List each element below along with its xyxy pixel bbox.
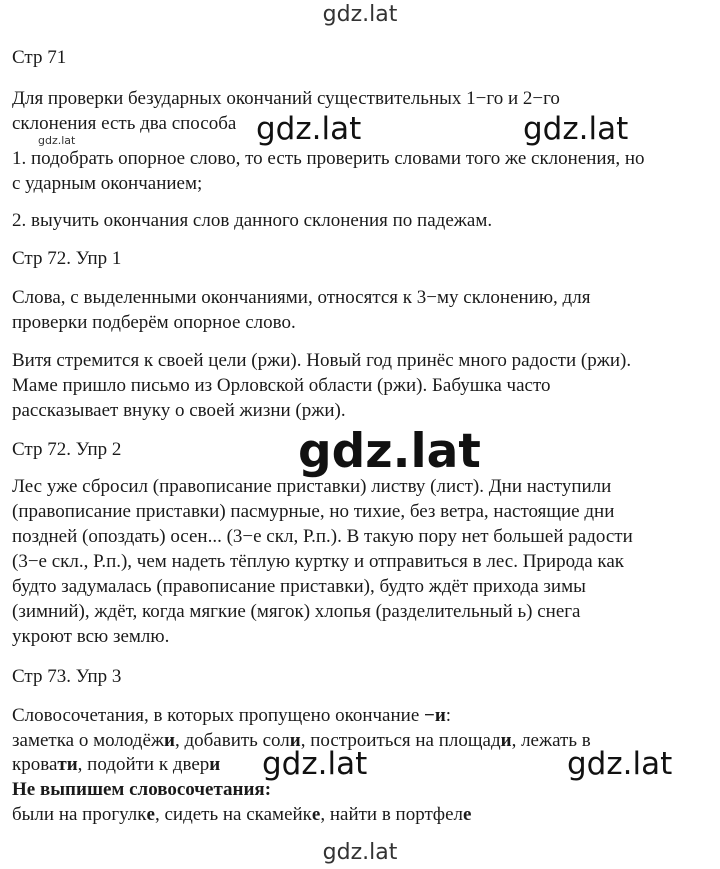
phrase-ending: е [311, 804, 321, 825]
phrase-ending: е [146, 804, 155, 825]
section2-paragraph2-line3: рассказывает внуку о своей жизни (ржи). [12, 400, 346, 421]
section3-line: укроют всю землю. [12, 626, 170, 647]
section1-paragraph3: 2. выучить окончания слов данного склонения по падежам. [12, 210, 493, 231]
section4-phrase-line3 [12, 804, 471, 826]
phrase-ending: ти [57, 754, 78, 775]
section3-line: Лес уже сбросил (правописание приставки) листву (лист). Дни наступили [12, 476, 612, 497]
section3-line: (зимний), ждёт, когда мягкие (мягок) хлопья (разделительный ь) снега [12, 601, 581, 622]
section4-intro-colon: : [445, 705, 452, 726]
phrase-ending: и [289, 730, 301, 751]
section1-paragraph1-line2: склонения есть два способа [12, 113, 237, 134]
section4-phrase-line2 [12, 754, 220, 776]
phrase-ending: е [463, 804, 472, 825]
section4-intro-text: Словосочетания, в которых пропущено окончание [12, 705, 425, 726]
section2-paragraph1-line2: проверки подберём опорное слово. [12, 312, 296, 333]
section4-bold-heading: Не выпишем словосочетания: [12, 779, 272, 800]
watermark-mid-right: gdz.lat [523, 111, 629, 147]
phrase-text: крова [12, 754, 58, 775]
section1-paragraph2-line2: с ударным окончанием; [12, 173, 203, 194]
phrase-text: , подойти к двер [77, 754, 210, 775]
section1-paragraph1-line1: Для проверки безударных окончаний существительных 1−го и 2−го [12, 88, 560, 109]
section4-intro-ending: −и [424, 705, 446, 726]
phrase-text: , лежать в [511, 730, 591, 751]
section3-heading: Стр 72. Упр 2 [12, 439, 122, 460]
section2-heading: Стр 72. Упр 1 [12, 248, 122, 269]
watermark-mid-left: gdz.lat [256, 111, 362, 147]
watermark-small: gdz.lat [38, 134, 76, 147]
section2-paragraph2-line1: Витя стремится к своей цели (ржи). Новый год принёс много радости (ржи). [12, 350, 632, 371]
watermark-lower-left: gdz.lat [262, 746, 368, 782]
phrase-text: , добавить сол [174, 730, 290, 751]
section3-line: (правописание приставки) пасмурные, но тихие, без ветра, настоящие дни [12, 501, 615, 522]
section3-line: поздней (опоздать) осен... (3−е скл, Р.п.). В такую пору нет большей радости [12, 526, 633, 547]
phrase-ending: и [209, 754, 221, 775]
phrase-text: были на прогулк [12, 804, 147, 825]
section1-heading: Стр 71 [12, 47, 67, 68]
phrase-text: , сидеть на скамейк [154, 804, 312, 825]
phrase-text: , найти в портфел [320, 804, 464, 825]
section4-heading: Стр 73. Упр 3 [12, 666, 122, 687]
section4-phrase-line1 [12, 730, 591, 752]
section3-line: будто задумалась (правописание приставки), будто ждёт прихода зимы [12, 576, 586, 597]
section2-paragraph1-line1: Слова, с выделенными окончаниями, относятся к 3−му склонению, для [12, 287, 591, 308]
phrase-ending: и [164, 730, 175, 751]
watermark-bottom: gdz.lat [322, 840, 398, 865]
section4-intro [12, 705, 451, 727]
section3-line: (3−е скл., Р.п.), чем надеть тёплую куртку и отправиться в лес. Природа как [12, 551, 624, 572]
watermark-lower-right: gdz.lat [567, 746, 673, 782]
phrase-text: заметка о молодёж [12, 730, 165, 751]
watermark-top: gdz.lat [322, 2, 398, 27]
watermark-center: gdz.lat [298, 424, 481, 479]
section2-paragraph2-line2: Маме пришло письмо из Орловской области (ржи). Бабушка часто [12, 375, 551, 396]
section1-paragraph2-line1: 1. подобрать опорное слово, то есть проверить словами того же склонения, но [12, 148, 645, 169]
phrase-ending: и [500, 730, 512, 751]
phrase-text: , построиться на площад [300, 730, 501, 751]
